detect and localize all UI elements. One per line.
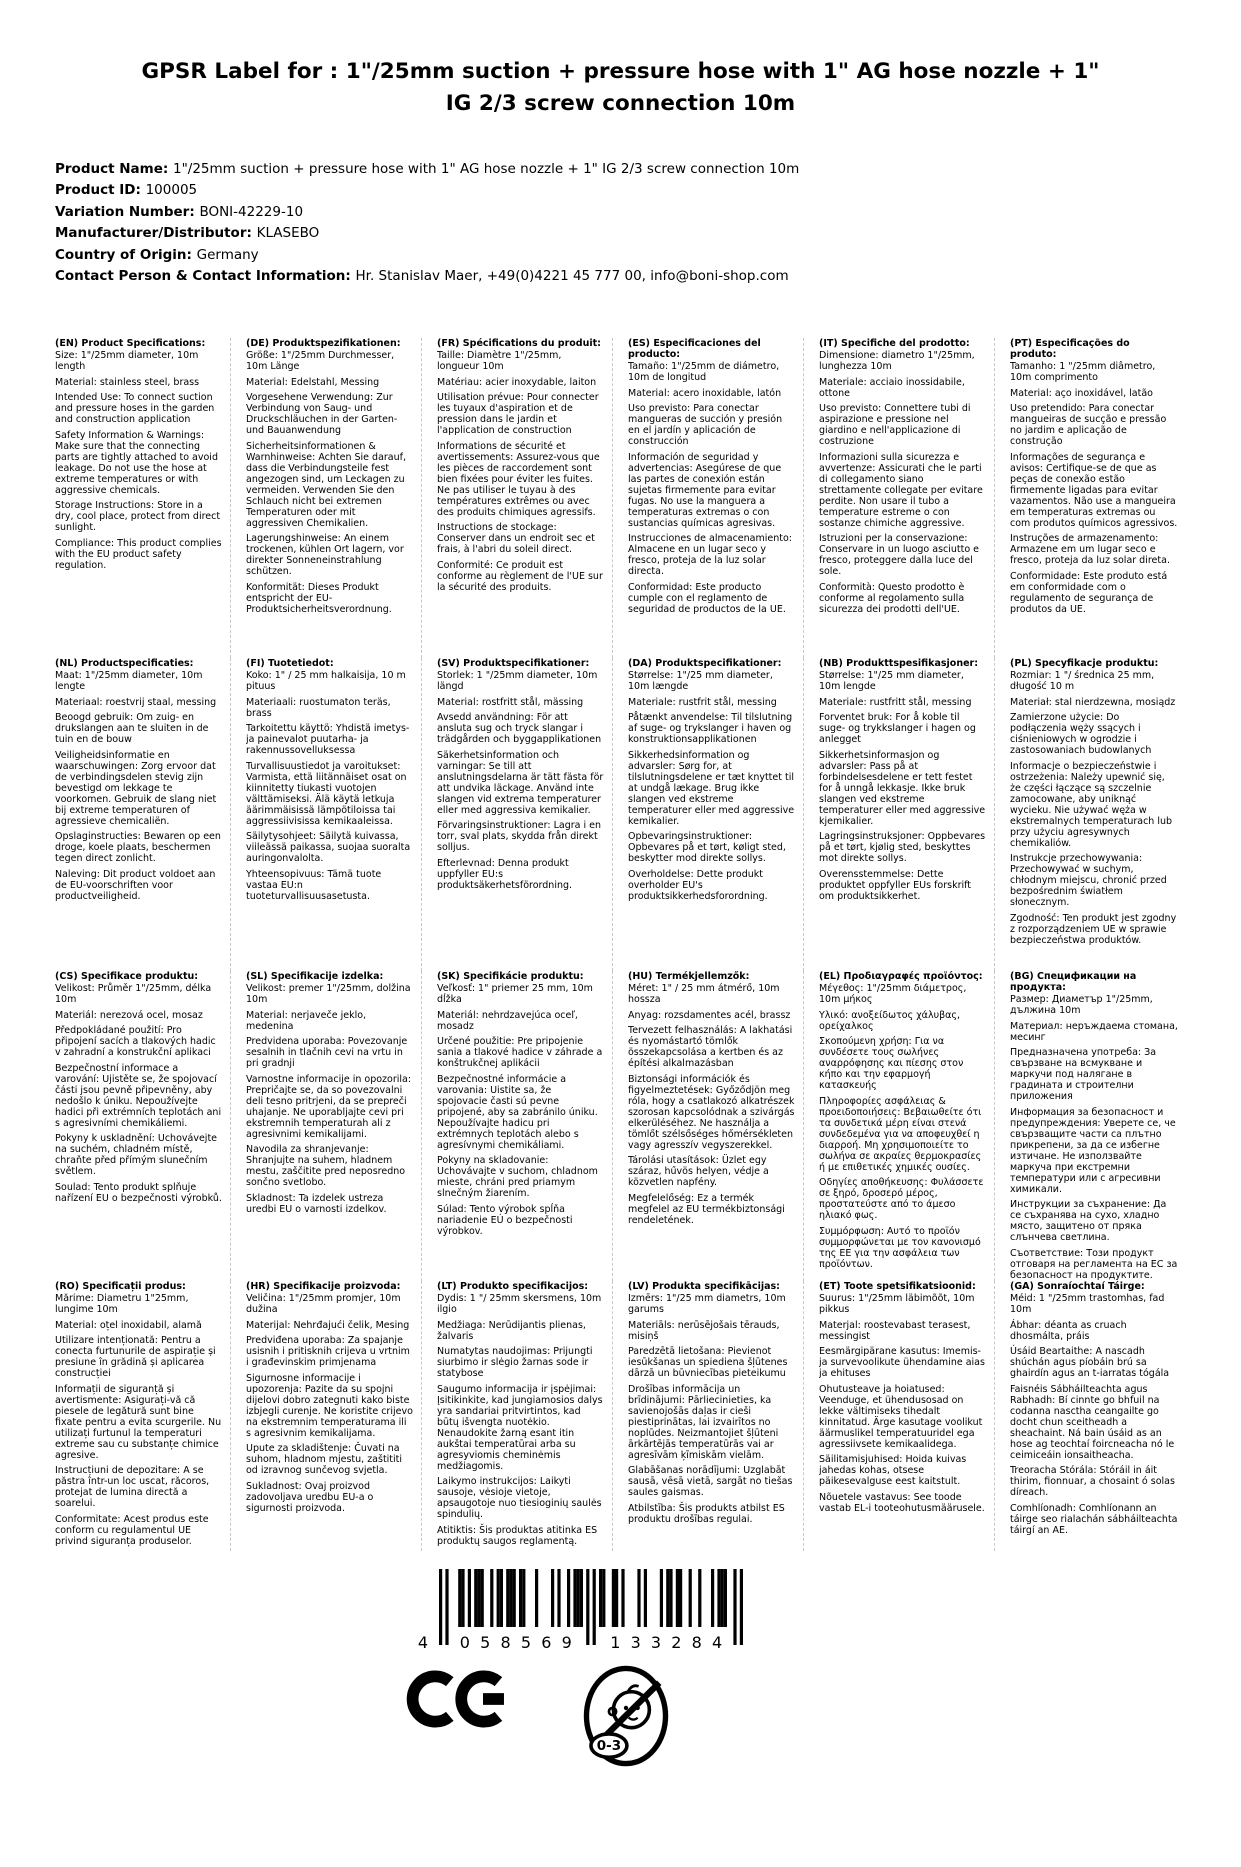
spec-paragraph: Size: 1"/25mm diameter, 10m length [55,350,199,373]
spec-paragraph: Material: aço inoxidável, latão [1010,387,1153,399]
language-spec-block [628,1281,804,1551]
spec-paragraph: Soulad: Tento produkt splňuje nařízení EU o bezpečnosti výrobků. [55,1181,222,1204]
spec-paragraph: Conformità: Questo prodotto è conforme al regolamento sulla sicurezza dei prodotti dell'UE. [819,581,965,615]
spec-paragraph: Medžiaga: Nerūdijantis plienas, žalvaris [437,1319,586,1342]
spec-paragraph: Předpokládané použití: Pro připojení sacích a tlakových hadic v zahradní a konstrukční aplikaci [55,1025,216,1059]
spec-paragraph: Materiál: nehrdzavejúca oceľ, mosadz [437,1009,578,1032]
spec-paragraph: Οδηγίες αποθήκευσης: Φυλάσσετε σε ξηρό, δροσερό μέρος, προστατεύστε από το άμεσο ηλιακό φως. [819,1177,984,1222]
spec-paragraph: Numatytas naudojimas: Prijungti siurbimo ir slėgio žarnas sode ir statybose [437,1346,593,1380]
spec-paragraph: Instrucciones de almacenamiento: Almacene en un lugar seco y fresco, proteja de la luz solar directa. [628,533,792,578]
product-field-label: Contact Person & Contact Information: [55,268,356,285]
spec-paragraph: Materiāls: nerūsējošais tērauds, misiņš [628,1319,780,1342]
spec-paragraph: Izmērs: 1"/25 mm diametrs, 10m garums [628,1293,786,1316]
ean13-barcode [393,1567,749,1653]
language-spec-block [437,338,613,658]
product-field-label: Variation Number: [55,203,200,220]
language-spec-block [246,338,422,658]
spec-paragraph: Material: rostfritt stål, mässing [437,696,584,708]
spec-paragraph: Instructions de stockage: Conserver dans un endroit sec et frais, à l'abri du soleil direct. [437,522,595,556]
spec-paragraph: Matériau: acier inoxydable, laiton [437,376,597,388]
spec-paragraph: Nõuetele vastavus: See toode vastab EL-i tooteohutusmäärusele. [819,1491,985,1514]
spec-paragraph: Megfelelőség: Ez a termék megfelel az EU termékbiztonsági rendeletének. [628,1192,785,1226]
spec-paragraph: Instrucțiuni de depozitare: A se păstra într-un loc uscat, răcoros, protejat de lumina directă a soarelui. [55,1465,210,1510]
spec-paragraph: Comhlíonadh: Comhlíonann an táirge seo rialachán sábháilteachta táirgí an AE. [1010,1502,1178,1536]
spec-paragraph: Conformidad: Este producto cumple con el reglamento de seguridad de productos de la UE. [628,581,786,615]
spec-paragraph: Tamaño: 1"/25mm de diámetro, 10m de longitud [628,361,780,384]
spec-paragraph: Mărime: Diametru 1"25mm, lungime 10m [55,1293,189,1316]
spec-paragraph: Intended Use: To connect suction and pressure hoses in the garden and construction application [55,392,215,426]
spec-paragraph: Navodila za shranjevanje: Shranjujte na suhem, hladnem mestu, zaščitite pred neposredno sončno svetlobo. [246,1144,406,1189]
spec-paragraph: Eesmärgipärane kasutus: Imemis- ja survevoolikute ühendamine aias ja ehituses [819,1346,985,1380]
spec-paragraph: Naleving: Dit product voldoet aan de EU-voorschriften voor productveiligheid. [55,868,216,902]
spec-paragraph: Utilisation prévue: Pour connecter les tuyaux d'aspiration et de pression dans le jardin et l'application de construction [437,392,599,437]
spec-paragraph: Материал: неръждаема стомана, месинг [1010,1020,1178,1043]
product-info [55,159,1186,289]
language-spec-header: (RO) Specificații produs: [55,1281,186,1293]
spec-paragraph: Säilitamisjuhised: Hoida kuivas jahedas kohas, otsese päikesevalguse eest kaitstult. [819,1454,967,1488]
spec-paragraph: Upute za skladištenje: Čuvati na suhom, hladnom mjestu, zaštititi od izravnog sunčevog svjetla. [246,1443,403,1477]
product-field-label: Manufacturer/Distributor: [55,225,257,242]
language-spec-header: (ES) Especificaciones del producto: [628,338,761,361]
spec-paragraph: Atitiktis: Šis produktas atitinka ES produktų saugos reglamentą. [437,1524,598,1547]
language-spec-header: (GA) Sonraíochtaí Táirge: [1010,1281,1145,1293]
spec-paragraph: Informacje o bezpieczeństwie i ostrzeżenia: Należy upewnić się, że części łączące są szczelnie zamocowane, aby uniknąć wycieku. Nie używać węża w ekstremalnych temperaturach lub przy użyciu agresywnych chemikaliów. [1010,760,1173,849]
spec-paragraph: Material: acero inoxidable, latón [628,387,782,399]
language-spec-header: (DE) Produktspezifikationen: [246,338,401,350]
language-spec-header: (HR) Specifikacije proizvoda: [246,1281,401,1293]
spec-paragraph: Varnostne informacije in opozorila: Prepričajte se, da so povezovalni deli tesno pritrjeni, da se prepreči uhajanje. Ne uporabljajte cevi pri ekstremnih temperaturah ali z agresivnimi kemikalijami. [246,1073,412,1140]
spec-paragraph: Materiale: rustfritt stål, messing [819,696,972,708]
spec-paragraph: Säilytysohjeet: Säilytä kuivassa, viileässä paikassa, suojaa suoralta auringonvalolta. [246,831,411,865]
product-field-value: Hr. Stanislav Maer, +49(0)4221 45 777 00, info@boni-shop.com [355,268,789,285]
spec-paragraph: Méret: 1" / 25 mm átmérő, 10m hossza [628,983,780,1006]
spec-paragraph: Предназначена употреба: За свързване на всмукване и маркучи под налягане в градината и строителни приложения [1010,1047,1157,1103]
spec-paragraph: Faisnéis Sábháilteachta agus Rabhadh: Bí cinnte go bhfuil na codanna nasctha ceangailte go docht chun sceitheadh a sheachaint. Ná bain úsáid as an hose ag teochtaí foircneacha nó le ceimiceáin ionsaitheacha. [1010,1383,1175,1461]
language-spec-header: (SK) Špecifikácie produktu: [437,971,584,983]
product-field-label: Product Name: [55,160,173,177]
product-field-value: 1"/25mm suction + pressure hose with 1" AG hose nozzle + 1" IG 2/3 screw connection 10m [173,160,800,177]
svg-text:4: 4 [417,1633,429,1653]
language-spec-block [819,658,995,971]
spec-paragraph: Información de seguridad y advertencias: Asegúrese de que las partes de conexión están sujetas firmemente para evitar fugas. No use la manguera a temperaturas extremas o con sustancias químicas agresivas. [628,451,782,529]
spec-paragraph: Størrelse: 1"/25 mm diameter, 10m lengde [819,670,964,693]
product-field-value: KLASEBO [256,225,320,242]
spec-paragraph: Informații de siguranță și avertismente: Asigurați-vă că piesele de legătură sunt bine fixate pentru a evita scurgerile. Nu utilizați furtunul la temperaturi extreme sau cu substanțe chimice agresive. [55,1383,222,1461]
language-spec-block [819,971,995,1281]
spec-paragraph: Opslaginstructies: Bewaren op een droge, koele plaats, beschermen tegen direct zonlicht. [55,831,221,865]
spec-paragraph: Pokyny k uskladnění: Uchovávejte na suchém, chladném místě, chraňte před přímým slunečním světlem. [55,1133,218,1178]
spec-paragraph: Bezpečnostní informace a varování: Ujistěte se, že spojovací části jsou pevně připevněny, aby nedošlo k úniku. Nepoužívejte hadici při extrémních teplotách ani s agresivními chemikáliemi. [55,1062,222,1129]
language-spec-block [819,1281,995,1551]
age-warning-text: 0-3 [596,1738,622,1755]
language-spec-header: (PL) Specyfikacje produktu: [1010,658,1159,670]
spec-paragraph: Paredzētā lietošana: Pievienot iesūkšanas un spiediena šļūtenes dārzā un būvniecības pieteikumu [628,1346,788,1380]
product-field-label: Product ID: [55,182,146,199]
bottom-section [55,1567,1186,1867]
spec-paragraph: Инструкции за съхранение: Да се съхранява на сухо, хладно място, защитено от пряка слънчева светлина. [1010,1199,1167,1244]
spec-paragraph: Uso previsto: Para conectar mangueras de succión y presión en el jardín y aplicación de construcción [628,403,783,448]
spec-paragraph: Storage Instructions: Store in a dry, cool place, protect from direct sunlight. [55,500,221,534]
spec-paragraph: Rozmiar: 1 "/ średnica 25 mm, długość 10 m [1010,670,1155,693]
language-spec-header: (LV) Produkta specifikācijas: [628,1281,780,1293]
spec-paragraph: Съответствие: Този продукт отговаря на регламента на ЕС за безопасност на продуктите. [1010,1247,1178,1281]
language-spec-header: (BG) Спецификации на продукта: [1010,971,1137,994]
product-field-value: 100005 [145,182,198,199]
spec-paragraph: Informations de sécurité et avertissements: Assurez-vous que les pièces de raccordement sont bien fixées pour éviter les fuites. Ne pas utiliser le tuyau à des températures extrêmes ou avec des produits chimiques agressifs. [437,440,600,518]
ce-mark-icon [405,1663,509,1735]
language-spec-header: (ET) Toote spetsifikatsioonid: [819,1281,976,1293]
spec-paragraph: Vorgesehene Verwendung: Zur Verbindung von Saug- und Druckschläuchen in der Garten- und Bauanwendung [246,392,398,437]
spec-paragraph: Velikost: premer 1"/25mm, dolžina 10m [246,983,411,1006]
svg-text:058569: 058569 [459,1633,572,1653]
spec-paragraph: Συμμόρφωση: Αυτό το προϊόν συμμορφώνεται με τον κανονισμό της ΕΕ για την ασφάλεια των προϊόντων. [819,1225,981,1270]
spec-paragraph: Materiale: acciaio inossidabile, ottone [819,376,965,399]
language-spec-header: (HU) Termékjellemzők: [628,971,750,983]
product-field-label: Country of Origin: [55,246,197,263]
product-field [55,245,1186,267]
spec-paragraph: Maat: 1"/25mm diameter, 10m lengte [55,670,203,693]
spec-paragraph: Biztonsági információk és figyelmeztetések: Győződjön meg róla, hogy a csatlakozó alkatrészek szorosan kapcsolódnak a szivárgás elkerüléséhez. Ne használja a tömlőt szélsőséges hőmérsékleten vagy agresszív vegyszerekkel. [628,1073,795,1151]
spec-paragraph: Dydis: 1 "/ 25mm skersmens, 10m ilgio [437,1293,602,1316]
certification-symbols [405,1663,671,1769]
svg-text:133284: 133284 [610,1633,723,1653]
spec-paragraph: Zgodność: Ten produkt jest zgodny z rozporządzeniem UE w sprawie bezpieczeństwa produktów. [1010,912,1177,946]
spec-paragraph: Tarkoitettu käyttö: Yhdistä imetys- ja painevalot puutarha- ja rakennussovelluksessa [246,723,410,757]
language-spec-block [1010,338,1186,658]
language-spec-block [246,658,422,971]
spec-paragraph: Utilizare intenționată: Pentru a conecta furtunurile de aspirație și presiune în grădină și aplicarea construcției [55,1335,216,1380]
spec-paragraph: Material: oțel inoxidabil, alamă [55,1319,202,1331]
spec-paragraph: Bezpečnostné informácie a varovania: Uistite sa, že spojovacie časti sú pevne pripojené, aby sa zabránilo úniku. Nepoužívajte hadicu pri extrémnych teplotách alebo s agresívnymi chemikáliami. [437,1073,598,1151]
language-spec-block [628,658,804,971]
spec-paragraph: Pokyny na skladovanie: Uchovávajte v suchom, chladnom mieste, chráni pred priamym slnečným žiarením. [437,1155,598,1200]
product-field [55,223,1186,245]
spec-paragraph: Drošības informācija un brīdinājumi: Pārliecinieties, ka savienojošās daļas ir cieši piestiprinātas, lai izvairītos no noplūdes. Neizmantojiet šļūteni ārkārtējās temperatūrās vai ar agresīvām ķīmiskām vielām. [628,1383,779,1461]
spec-paragraph: Istruzioni per la conservazione: Conservare in un luogo asciutto e fresco, proteggere dalla luce del sole. [819,533,980,578]
spec-paragraph: Conformité: Ce produit est conforme au règlement de l'UE sur la sécurité des produits. [437,559,603,593]
spec-paragraph: Laikymo instrukcijos: Laikyti sausoje, vėsioje vietoje, apsaugotoje nuo tiesioginių saulės spindulių. [437,1476,602,1521]
language-spec-header: (SL) Specifikacije izdelka: [246,971,384,983]
spec-paragraph: Sikkerhedsinformation og advarsler: Sørg for, at tilslutningsdelene er tæt knyttet til at undgå lækage. Brug ikke slangen ved ekstreme temperaturer eller med aggressive kemikalier. [628,749,795,827]
language-spec-block [437,1281,613,1551]
spec-paragraph: Размер: Диаметър 1"/25mm, дължина 10m [1010,994,1153,1017]
spec-paragraph: Conformitate: Acest produs este conform cu regulamentul UE privind siguranța produselor. [55,1513,209,1547]
spec-paragraph: Størrelse: 1"/25 mm diameter, 10m længde [628,670,773,693]
spec-paragraph: Tárolási utasítások: Üzlet egy száraz, hűvös helyen, védje a közvetlen napfény. [628,1155,769,1189]
spec-paragraph: Beoogd gebruik: Om zuig- en drukslangen aan te sluiten in de tuin en de bouw [55,712,209,746]
spec-paragraph: Skladnost: Ta izdelek ustreza uredbi EU o varnosti izdelkov. [246,1192,387,1215]
spec-paragraph: Koko: 1" / 25 mm halkaisija, 10 m pituus [246,670,406,693]
spec-paragraph: Ábhar: déanta as cruach dhosmálta, práis [1010,1319,1127,1342]
spec-paragraph: Suurus: 1"/25mm läbimõõt, 10m pikkus [819,1293,975,1316]
spec-paragraph: Treoracha Stórála: Stóráil in áit thirim, fionnuar, a chosaint ó solas díreach. [1010,1465,1175,1499]
spec-paragraph: Πληροφορίες ασφάλειας & προειδοποιήσεις: Βεβαιωθείτε ότι τα συνδετικά μέρη είναι στενά συνδεδεμένα για να αποφευχθεί η διαρροή. Μη χρησιμοποιείτε το σωλήνα σε ακραίες θερμοκρασίες ή με επιθετικές χημικές ουσίες. [819,1095,982,1173]
language-spec-block [1010,1281,1186,1551]
spec-paragraph: Predviđena uporaba: Za spajanje usisnih i pritisknih crijeva u vrtnim i građevinskim primjenama [246,1335,410,1369]
spec-paragraph: Opbevaringsinstruktioner: Opbevares på et tørt, køligt sted, beskytter mod direkte sollys. [628,831,786,865]
product-field [55,159,1186,181]
spec-paragraph: Efterlevnad: Denna produkt uppfyller EU:s produktsäkerhetsförordning. [437,857,573,891]
spec-paragraph: Instruções de armazenamento: Armazene em um lugar seco e fresco, proteja da luz solar direta. [1010,533,1170,567]
language-spec-header: (PT) Especificações do produto: [1010,338,1130,361]
spec-paragraph: Информация за безопасност и предупреждения: Уверете се, че свързващите части са плътно прикрепени, за да се избегне изтичане. Не използвайте маркуча при екстремни температури или с агресивни химикали. [1010,1106,1176,1195]
product-field [55,180,1186,202]
spec-paragraph: Veľkosť: 1" priemer 25 mm, 10m dĺžka [437,983,593,1006]
spec-paragraph: Taille: Diamètre 1"/25mm, longueur 10m [437,350,562,373]
spec-paragraph: Uso previsto: Connettere tubi di aspirazione e pressione nel giardino e nell'applicazione di costruzione [819,403,971,448]
language-spec-block [1010,971,1186,1281]
spec-paragraph: Materiaali: ruostumaton teräs, brass [246,696,391,719]
spec-paragraph: Förvaringsinstruktioner: Lagra i en torr, sval plats, skydda från direkt solljus. [437,820,602,854]
page-title: GPSR Label for : 1"/25mm suction + pressure hose with 1" AG hose nozzle + 1" IG 2/3 screw connection 10m [141,59,1100,117]
spec-paragraph: Ohutusteave ja hoiatused: Veenduge, et ühendusosad on lekke vältimiseks tihedalt kinnitatud. Ärge kasutage voolikut äärmuslikel temperatuuridel ega agressiivsete kemikaalidega. [819,1383,983,1450]
spec-paragraph: Storlek: 1 "/25mm diameter, 10m längd [437,670,598,693]
spec-paragraph: Materiał: stal nierdzewna, mosiądz [1010,696,1176,708]
spec-paragraph: Material: stainless steel, brass [55,376,200,388]
spec-paragraph: Σκοπούμενη χρήση: Για να συνδέσετε τους σωλήνες αναρρόφησης και πίεσης στον κήπο και την εφαρμογή κατασκευής [819,1036,964,1092]
product-field [55,266,1186,288]
language-spec-header: (NL) Productspecificaties: [55,658,194,670]
language-spec-header: (FR) Spécifications du produit: [437,338,601,350]
spec-paragraph: Materiaal: roestvrij staal, messing [55,696,217,708]
language-spec-block [819,338,995,658]
language-spec-block [246,1281,422,1551]
language-spec-block [437,658,613,971]
spec-paragraph: Sikkerhetsinformasjon og advarsler: Pass på at forbindelsesdelene er tett festet for å unngå lekkasje. Ikke bruk slangen ved ekstreme temperaturer eller med aggressive kjemikalier. [819,749,986,827]
age-warning-0-3-icon [581,1663,671,1769]
language-spec-header: (FI) Tuotetiedot: [246,658,334,670]
spec-paragraph: Lagerungshinweise: An einem trockenen, kühlen Ort lagern, vor direkter Sonneneinstrahlung schützen. [246,533,404,578]
spec-paragraph: Μέγεθος: 1"/25mm διάμετρος, 10m μήκος [819,983,967,1006]
spec-paragraph: Yhteensopivuus: Tämä tuote vastaa EU:n tuoteturvallisuusasetusta. [246,868,382,902]
spec-paragraph: Forventet bruk: For å koble til suge- og trykkslanger i hagen og anlegget [819,712,976,746]
language-spec-header: (IT) Specifiche del prodotto: [819,338,970,350]
spec-paragraph: Avsedd användning: För att ansluta sug och tryck slangar i trädgården och byggapplikationen [437,712,602,746]
spec-paragraph: Uso pretendido: Para conectar mangueiras de sucção e pressão no jardim e aplicação de construção [1010,403,1167,448]
spec-paragraph: Anyag: rozsdamentes acél, brassz [628,1009,791,1021]
spec-paragraph: Lagringsinstruksjoner: Oppbevares på et tørt, kjølig sted, beskyttes mot direkte sollys. [819,831,986,865]
spec-paragraph: Materiale: rustfrit stål, messing [628,696,777,708]
spec-paragraph: Materijal: Nehrđajući čelik, Mesing [246,1319,410,1331]
spec-paragraph: Sicherheitsinformationen & Warnhinweise: Achten Sie darauf, dass die Verbindungsteile fest angezogen sind, um Leckagen zu vermeiden. Verwenden Sie den Schlauch nicht bei extremen Temperaturen oder mit aggressiven Chemikalien. [246,440,407,529]
spec-paragraph: Súlad: Tento výrobok spĺňa nariadenie EÚ o bezpečnosti výrobkov. [437,1203,573,1237]
spec-paragraph: Overholdelse: Dette produkt overholder EU's produktsikkerhedsforordning. [628,868,768,902]
spec-paragraph: Konformität: Dieses Produkt entspricht der EU-Produktsicherheitsverordnung. [246,581,392,615]
language-spec-block [55,1281,231,1551]
spec-paragraph: Materiál: nerezová ocel, mosaz [55,1009,203,1021]
language-spec-header: (NB) Produkttspesifikasjoner: [819,658,979,670]
spec-paragraph: Materjal: roostevabast terasest, messingist [819,1319,971,1342]
spec-paragraph: Größe: 1"/25mm Durchmesser, 10m Länge [246,350,395,373]
language-spec-block [55,658,231,971]
language-spec-block [628,338,804,658]
language-spec-block [246,971,422,1281]
language-spec-block [628,971,804,1281]
spec-paragraph: Saugumo informacija ir įspėjimai: Įsitikinkite, kad jungiamosios dalys yra sandariai pritvirtintos, kad būtų išvengta nuotėkio. Nenaudokite žarną esant itin aukštai temperatūrai arba su agresyviomis cheminėmis medžiagomis. [437,1383,603,1472]
spec-paragraph: Sukladnost: Ovaj proizvod zadovoljava uredbu EU-a o sigurnosti proizvoda. [246,1480,374,1514]
spec-paragraph: Určené použitie: Pre pripojenie sania a tlakové hadice v záhrade a konštrukčnej aplikácii [437,1036,603,1070]
spec-paragraph: Material: Edelstahl, Messing [246,376,380,388]
spec-paragraph: Turvallisuustiedot ja varoitukset: Varmista, että liitännäiset osat on kiinnitetty tiukasti vuotojen välttämiseksi. Älä käytä letkuja äärimmäisissä lämpötiloissa tai aggressiivisissa kemikaaleissa. [246,760,407,827]
spec-paragraph: Overensstemmelse: Dette produktet oppfyller EUs forskrift om produktsikkerhet. [819,868,972,902]
spec-paragraph: Veiligheidsinformatie en waarschuwingen: Zorg ervoor dat de verbindingsdelen stevig zijn bevestigd om lekkage te voorkomen. Gebruik de slang niet bij extreme temperaturen of agressieve chemicaliën. [55,749,217,827]
language-spec-block [1010,658,1186,971]
spec-paragraph: Dimensione: diametro 1"/25mm, lunghezza 10m [819,350,975,373]
spec-paragraph: Tervezett felhasználás: A lakhatási és nyomástartó tömlők összekapcsolása a kertben és az építési alkalmazásban [628,1025,793,1070]
spec-paragraph: Påtænkt anvendelse: Til tilslutning af suge- og trykslanger i haven og konstruktionsapplikationen [628,712,793,746]
spec-paragraph: Safety Information & Warnings: Make sure that the connecting parts are tightly attached to avoid leakage. Do not use the hose at extreme temperatures or with aggressive chemicals. [55,429,218,496]
spec-paragraph: Veličina: 1"/25mm promjer, 10m dužina [246,1293,401,1316]
language-spec-header: (DA) Produktspecifikationer: [628,658,782,670]
product-field-value: BONI-42229-10 [199,203,304,220]
product-field-value: Germany [196,246,259,263]
spec-paragraph: Conformidade: Este produto está em conformidade com o regulamento de segurança de produtos da UE. [1010,570,1168,615]
gpsr-label-page [0,56,1241,1867]
language-spec-header: (EN) Product Specifications: [55,338,206,350]
spec-paragraph: Informazioni sulla sicurezza e avvertenze: Assicurati che le parti di collegamento siano strettamente collegate per evitare perdite. Non usare il tubo a temperature estreme o con sostanze chimiche aggressive. [819,451,983,529]
language-spec-header: (SV) Produktspecifikationer: [437,658,590,670]
spec-paragraph: Úsáid Beartaithe: A nascadh shúchán agus píobáin brú sa ghairdín agus an t-iarratas tógála [1010,1346,1170,1380]
spec-paragraph: Zamierzone użycie: Do podłączenia węży ssących i ciśnieniowych w ogrodzie i zastosowaniach budowlanych [1010,712,1152,757]
spec-paragraph: Velikost: Průměr 1"/25mm, délka 10m [55,983,212,1006]
language-spec-header: (CS) Specifikace produktu: [55,971,199,983]
spec-paragraph: Glabāšanas norādījumi: Uzglabāt sausā, vēsā vietā, sargāt no tiešas saules gaismas. [628,1465,793,1499]
spec-paragraph: Instrukcje przechowywania: Przechowywać w suchym, chłodnym miejscu, chronić przed bezpośrednim światłem słonecznym. [1010,853,1167,909]
language-grid [55,338,1186,1551]
language-spec-header: (EL) Προδιαγραφές προϊόντος: [819,971,983,983]
product-field [55,202,1186,224]
spec-paragraph: Predvidena uporaba: Povezovanje sesalnih in tlačnih cevi na vrtu in pri gradnji [246,1036,408,1070]
spec-paragraph: Méid: 1 "/25mm trastomhas, fad 10m [1010,1293,1165,1316]
spec-paragraph: Sigurnosne informacije i upozorenja: Pazite da su spojni dijelovi dobro zategnuti kako biste izbjegli curenje. Ne koristite crijevo na ekstremnim temperaturama ili s agresivnim kemikalijama. [246,1372,413,1439]
spec-paragraph: Compliance: This product complies with the EU product safety regulation. [55,537,222,571]
language-spec-block [55,971,231,1281]
spec-paragraph: Material: nerjaveče jeklo, medenina [246,1009,367,1032]
language-spec-header: (LT) Produkto specifikacijos: [437,1281,589,1293]
spec-paragraph: Tamanho: 1 "/25mm diâmetro, 10m comprimento [1010,361,1156,384]
language-spec-block [55,338,231,658]
language-spec-block [437,971,613,1281]
spec-paragraph: Υλικό: ανοξείδωτος χάλυβας, ορείχαλκος [819,1009,960,1032]
spec-paragraph: Informações de segurança e avisos: Certifique-se de que as peças de conexão estão firmemente ligadas para evitar vazamentos. Não use a mangueira em temperaturas extremas ou com produtos químicos agressivos. [1010,451,1178,529]
spec-paragraph: Säkerhetsinformation och varningar: Se till att anslutningsdelarna är tätt fästa för att undvika läckage. Använd inte slangen vid extrema temperaturer eller med aggressiva kemikalier. [437,749,604,816]
spec-paragraph: Atbilstība: Šis produkts atbilst ES produktu drošības regulai. [628,1502,785,1525]
